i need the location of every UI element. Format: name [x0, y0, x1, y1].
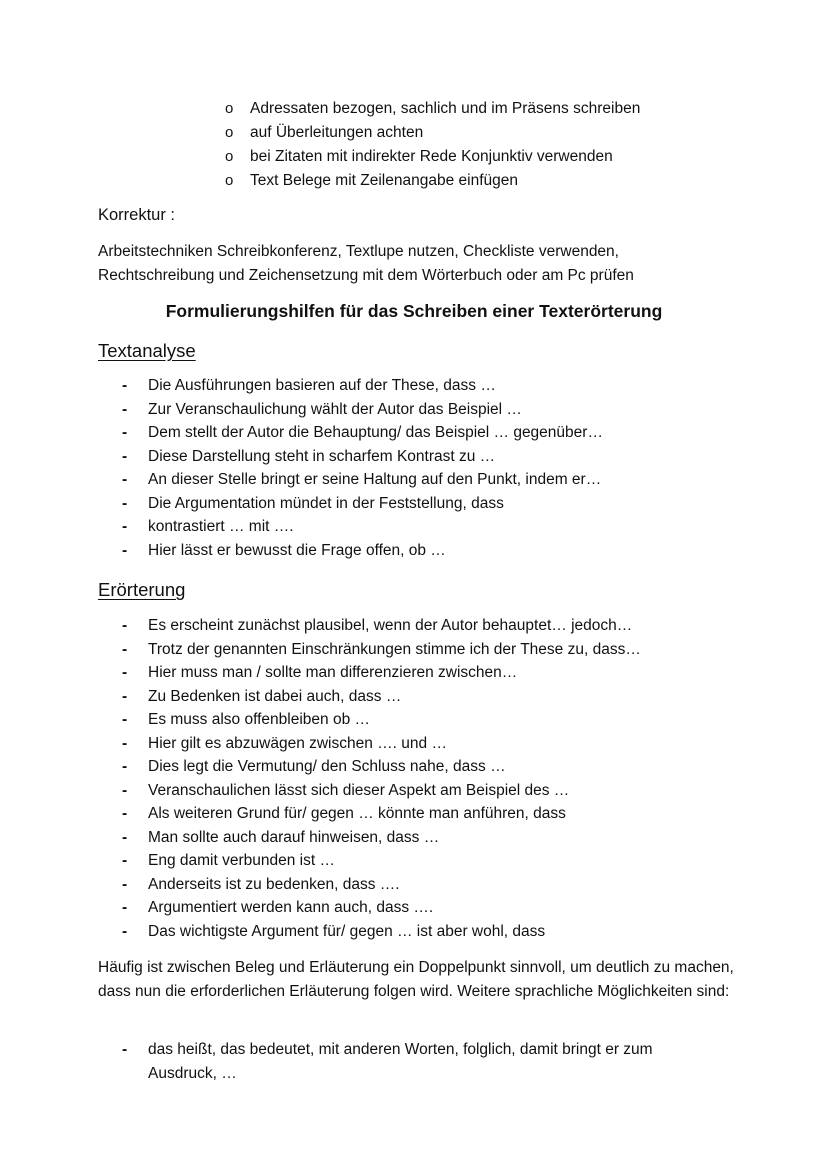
list-item: - Argumentiert werden kann auch, dass …. [120, 896, 720, 920]
list-item: - An dieser Stelle bringt er seine Haltung auf den Punkt, indem er… [120, 468, 720, 492]
dash-bullet-icon: - [122, 447, 128, 465]
list-item: o Text Belege mit Zeilenangabe einfügen [222, 170, 640, 194]
list-item: - Die Ausführungen basieren auf der These, dass … [120, 374, 720, 398]
dash-bullet-icon: - [122, 734, 128, 752]
list-item: - Die Argumentation mündet in der Feststellung, dass [120, 492, 720, 516]
list-item: - Trotz der genannten Einschränkungen stimme ich der These zu, dass… [120, 638, 720, 662]
circle-bullet-icon: o [225, 172, 234, 189]
list-item: - Veranschaulichen lässt sich dieser Aspekt am Beispiel des … [120, 779, 720, 803]
dash-bullet-icon: - [122, 664, 128, 681]
circle-bullet-icon: o [225, 148, 234, 165]
list-item: - das heißt, das bedeutet, mit anderen Worten, folglich, damit bringt er zum Ausdruck, … [120, 1038, 700, 1085]
dash-bullet-icon: - [122, 471, 128, 488]
dash-bullet-icon: - [122, 711, 128, 728]
dash-bullet-icon: - [122, 424, 128, 441]
list-item: - Als weiteren Grund für/ gegen … könnte man anführen, dass [120, 802, 720, 826]
list-item: - kontrastiert … mit …. [120, 515, 720, 539]
list-item: - Dem stellt der Autor die Behauptung/ das Beispiel … gegenüber… [120, 421, 720, 445]
dash-bullet-icon: - [122, 640, 128, 658]
circle-bullet-icon: o [225, 100, 234, 117]
page-title: Formulierungshilfen für das Schreiben einer Texterörterung [165, 301, 663, 321]
closing-paragraph: Häufig ist zwischen Beleg und Erläuterung ein Doppelpunkt sinnvoll, um deutlich zu machen, dass nun die erforderlichen Erläuterung folgen wird. Weitere sprachliche Möglichkeiten sind: [98, 959, 734, 1000]
dash-bullet-icon: - [122, 899, 128, 916]
korrektur-text: Arbeitstechniken Schreibkonferenz, Textlupe nutzen, Checkliste verwenden, Rechtschreibung und Zeichensetzung mit dem Wörterbuch oder am Pc prüfen [98, 243, 634, 284]
circle-bullet-icon: o [225, 124, 234, 141]
dash-bullet-icon: - [122, 541, 128, 559]
list-item: - Es muss also offenbleiben ob … [120, 708, 720, 732]
dash-bullet-icon: - [122, 400, 128, 418]
list-item: - Dies legt die Vermutung/ den Schluss nahe, dass … [120, 755, 720, 779]
list-item: - Anderseits ist zu bedenken, dass …. [120, 873, 720, 897]
dash-bullet-icon: - [122, 494, 128, 512]
list-item: o Adressaten bezogen, sachlich und im Präsens schreiben [222, 98, 640, 122]
list-item: - Es erscheint zunächst plausibel, wenn der Autor behauptet… jedoch… [120, 614, 720, 638]
dash-bullet-icon: - [122, 828, 128, 846]
list-item: - Eng damit verbunden ist … [120, 849, 720, 873]
dash-bullet-icon: - [122, 1041, 128, 1058]
eroerterung-heading: Erörterung [98, 579, 186, 600]
dash-bullet-icon: - [122, 781, 128, 799]
dash-bullet-icon: - [122, 518, 128, 535]
list-item: - Hier muss man / sollte man differenzieren zwischen… [120, 661, 720, 685]
list-item: - Man sollte auch darauf hinweisen, dass … [120, 826, 720, 850]
dash-bullet-icon: - [122, 922, 128, 940]
dash-bullet-icon: - [122, 805, 128, 822]
list-item: - Zu Bedenken ist dabei auch, dass … [120, 685, 720, 709]
dash-bullet-icon: - [122, 377, 128, 394]
textanalyse-heading: Textanalyse [98, 340, 196, 361]
list-item: - Hier lässt er bewusst die Frage offen, ob … [120, 539, 720, 563]
list-item: - Zur Veranschaulichung wählt der Autor das Beispiel … [120, 398, 720, 422]
dash-bullet-icon: - [122, 617, 128, 634]
dash-bullet-icon: - [122, 852, 128, 869]
list-item: - Das wichtigste Argument für/ gegen … ist aber wohl, dass [120, 920, 720, 944]
list-item: - Diese Darstellung steht in scharfem Kontrast zu … [120, 445, 720, 469]
dash-bullet-icon: - [122, 687, 128, 705]
list-item: - Hier gilt es abzuwägen zwischen …. und … [120, 732, 720, 756]
dash-bullet-icon: - [122, 875, 128, 893]
list-item: o bei Zitaten mit indirekter Rede Konjunktiv verwenden [222, 146, 640, 170]
list-item: o auf Überleitungen achten [222, 122, 640, 146]
textanalyse-list [120, 374, 720, 562]
writing-tips-list [222, 98, 640, 194]
korrektur-label: Korrektur : [98, 206, 176, 224]
dash-bullet-icon: - [122, 758, 128, 775]
final-list [120, 1038, 700, 1085]
eroerterung-list [120, 614, 720, 943]
